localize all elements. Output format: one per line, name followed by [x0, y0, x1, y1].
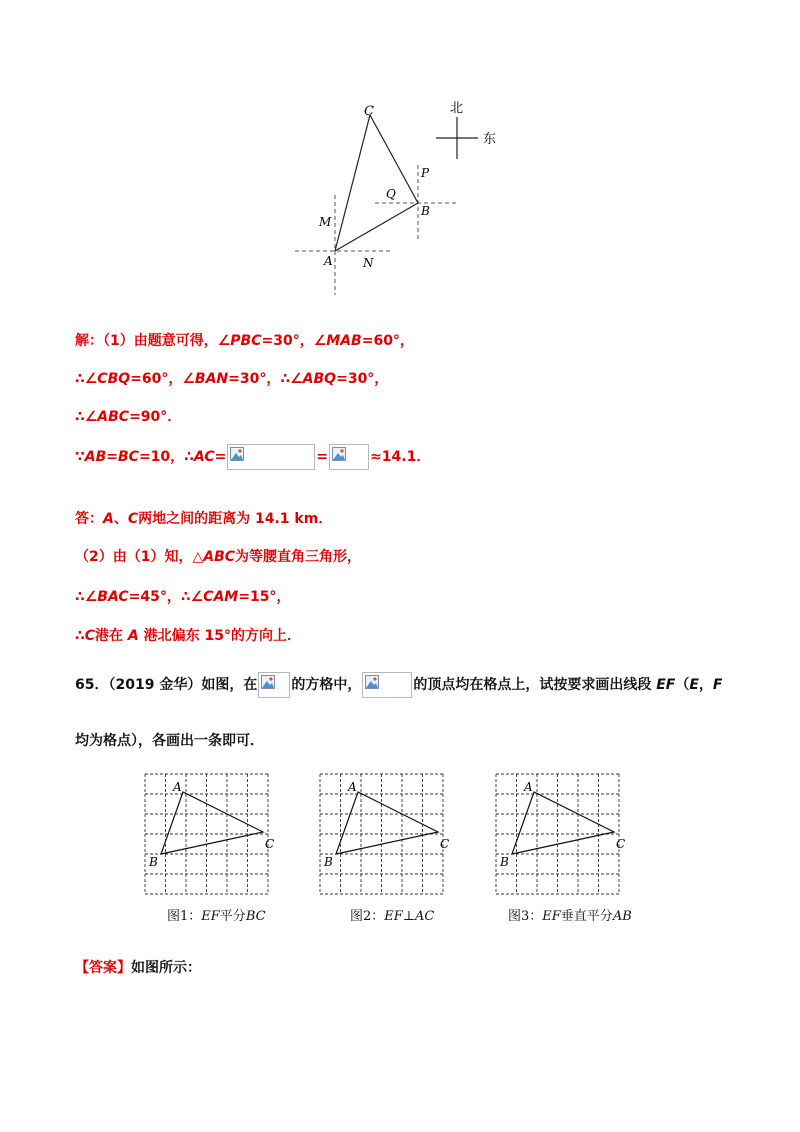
solution-line-2: ∴∠CBQ=60°，∠BAN=30°，∴∠ABQ=30°，: [75, 371, 389, 387]
bearing-diagram: [290, 95, 510, 300]
broken-image-icon: [230, 447, 244, 461]
solution-line-7: ∴∠BAC=45°，∴∠CAM=15°，: [75, 589, 291, 605]
solution-line-1: 解：（1）由题意可得，∠PBC=30°，∠MAB=60°，: [75, 333, 414, 349]
answer-heading: 【答案】如图所示：: [75, 960, 201, 976]
solution-line-8: ∴C港在 A 港北偏东 15°的方向上．: [75, 628, 301, 644]
vertex-b: B: [149, 855, 158, 869]
compass-east: 东: [483, 132, 497, 147]
figure-2-caption: 图2：EF⊥AC: [350, 909, 435, 924]
label-m: M: [319, 215, 332, 229]
label-a: A: [324, 254, 333, 268]
problem-line-1: 65．（2019 金华）如图，在 的方格中， 的顶点均在格点上，试按要求画出线段 EF（E，F: [75, 672, 723, 698]
figure-3-caption: 图3：EF垂直平分AB: [508, 909, 632, 924]
label-p: P: [421, 166, 430, 180]
problem-line-2: 均为格点），各画出一条即可．: [75, 733, 264, 749]
broken-image-icon: [365, 675, 379, 689]
solution-line-4: ∵AB=BC=10，∴AC= = ≈14.1．: [75, 444, 430, 470]
grid-figure-1: [143, 770, 273, 898]
vertex-c: C: [440, 837, 450, 851]
grid-size-image-placeholder: [258, 672, 290, 698]
vertex-b: B: [324, 855, 333, 869]
label-n: N: [363, 256, 374, 270]
label-b: B: [421, 204, 430, 218]
figure-1-caption: 图1：EF平分BC: [167, 909, 266, 924]
broken-image-icon: [261, 675, 275, 689]
vertex-b: B: [500, 855, 509, 869]
triangle-symbol-image-placeholder: [362, 672, 412, 698]
grid-figure-2: [318, 770, 448, 898]
vertex-a: A: [348, 780, 357, 794]
solution-line-3: ∴∠ABC=90°．: [75, 409, 182, 425]
label-c: C: [364, 104, 374, 119]
vertex-c: C: [616, 837, 626, 851]
label-q: Q: [386, 187, 396, 201]
formula-image-placeholder: [329, 444, 369, 470]
grid-figure-3: [494, 770, 624, 898]
compass-north: 北: [450, 101, 464, 116]
solution-line-6: （2）由（1）知，△ABC为等腰直角三角形，: [75, 549, 362, 565]
vertex-c: C: [265, 837, 275, 851]
formula-image-placeholder: [227, 444, 315, 470]
vertex-a: A: [524, 780, 533, 794]
broken-image-icon: [332, 447, 346, 461]
answer-line: 答：A、C两地之间的距离为 14.1 km．: [75, 511, 333, 527]
vertex-a: A: [173, 780, 182, 794]
